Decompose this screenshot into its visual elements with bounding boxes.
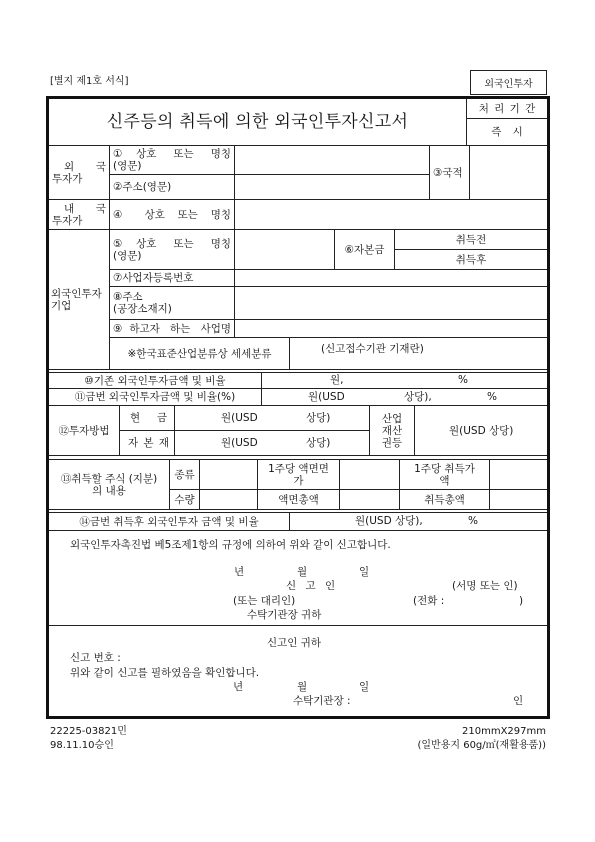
- share-qty-label: 수량: [174, 493, 195, 506]
- ip-label-line3: 권등: [381, 436, 403, 449]
- ksic-label-cell: [110, 338, 290, 370]
- price-per-share-label-line1: 1주당 취득가: [414, 462, 475, 475]
- processing-period-label: 처 리 기 간: [478, 102, 536, 115]
- report-number-label: 신고 번호 :: [70, 652, 121, 664]
- paper-size: 210mmX297mm: [462, 726, 546, 737]
- form-serial: 22225-03821민: [50, 726, 127, 737]
- cash-equiv-unit: 상당): [306, 412, 331, 424]
- company-address-label: ⑧주소: [113, 291, 143, 303]
- capital-goods-won-unit: 원(USD: [221, 437, 258, 449]
- ip-label-cell: [370, 406, 415, 456]
- foreign-investor-label-line1: 외 국: [64, 160, 106, 173]
- capital-label-cell: [335, 230, 395, 270]
- declaration-month: 월: [297, 566, 308, 578]
- ksic-field: [290, 338, 547, 370]
- existing-investment-label: ⑩기존 외국인투자금액 및 비율: [84, 374, 226, 387]
- existing-pct-unit: %: [458, 374, 468, 386]
- company-name-field: [235, 230, 335, 270]
- confirmation-year: 년: [233, 681, 244, 693]
- processing-period-header: [467, 99, 547, 119]
- confirmation-day: 일: [359, 681, 370, 693]
- domestic-investor-label-line1: 내 국: [64, 202, 106, 215]
- share-type-label: 종류: [174, 468, 195, 481]
- company-name-label-cell: [110, 230, 235, 270]
- business-label: ⑨하고자 하는 사업명: [113, 322, 231, 335]
- shares-label-line1: ⑬취득할 주식 (지분): [60, 472, 158, 485]
- price-per-share-label-line2: 액: [439, 474, 450, 487]
- cash-won-unit: 원(USD: [221, 412, 258, 424]
- form-title: 신주등의 취득에 의한 외국인투자신고서: [106, 112, 409, 132]
- price-per-share-field: [490, 459, 547, 490]
- business-label-cell: [110, 320, 235, 338]
- par-per-share-label-cell: [258, 459, 340, 490]
- declarant-label: 신 고 인: [286, 580, 336, 592]
- current-investment-label-cell: [49, 389, 262, 406]
- cash-field: [175, 406, 370, 431]
- ksic-label: ※한국표준산업분류상 세세분류: [127, 347, 272, 360]
- price-total-label: 취득총액: [424, 493, 465, 506]
- foreign-investor-label-line2: 투자가: [52, 172, 83, 185]
- after-investment-label: ⑭금번 취득후 외국인투자 금액 및 비율: [79, 515, 259, 528]
- declaration-statement: 외국인투자촉진법 베5조제1항의 규정에 의하여 위와 같이 신고합니다.: [70, 539, 391, 551]
- domestic-name-field: [235, 200, 547, 230]
- paper-spec: (일반용지 60g/㎡(재활용품)): [417, 740, 546, 751]
- declaration-addressee: 수탁기관장 귀하: [247, 609, 322, 621]
- ip-label-line2: 재산: [381, 424, 403, 437]
- par-per-share-label-line2: 가: [293, 474, 304, 487]
- capital-after-cell: [395, 250, 547, 270]
- company-address-field: [235, 287, 547, 320]
- seal-label: 인: [513, 695, 524, 707]
- approval-date: 98.11.10승인: [50, 740, 114, 751]
- current-won-unit: 원(USD: [308, 391, 345, 403]
- agent-label: (또는 대리인): [233, 595, 296, 607]
- foreign-address-label: ②주소(영문): [113, 181, 172, 193]
- capital-goods-label-cell: [120, 431, 175, 456]
- after-pct-unit: %: [468, 515, 478, 527]
- signature-label: (서명 또는 인): [452, 580, 518, 592]
- domestic-name-label-cell: [110, 200, 235, 230]
- foreign-name-label-cell: [110, 146, 235, 175]
- par-total-label: 액면총액: [278, 493, 319, 506]
- business-field: [235, 320, 547, 338]
- category-label: 외국인투자: [484, 79, 533, 90]
- shares-label-cell: [49, 459, 170, 510]
- price-per-share-label-cell: [400, 459, 490, 490]
- form-code: [별지 제1호 서식]: [50, 76, 129, 87]
- after-won-unit: 원(USD 상당),: [355, 515, 423, 527]
- existing-investment-field: [262, 372, 547, 389]
- foreign-name-label: ①상호 또는 명칭: [113, 148, 231, 160]
- capital-label: ⑥자본금: [344, 243, 385, 256]
- company-address-label-sub: (공장소재지): [113, 303, 172, 315]
- share-qty-field: [200, 490, 258, 510]
- current-equiv-unit: 상당),: [404, 391, 432, 403]
- method-label: ⑫투자방법: [58, 424, 110, 437]
- issuer-label: 수탁기관장 :: [293, 695, 351, 707]
- par-total-label-cell: [258, 490, 340, 510]
- capital-before-cell: [395, 230, 547, 250]
- company-address-label-cell: [110, 287, 235, 320]
- phone-label: (전화 :: [413, 595, 445, 607]
- title-cell: [49, 99, 467, 146]
- category-box: [470, 70, 547, 95]
- reg-no-label-cell: [110, 270, 235, 287]
- par-total-field: [340, 490, 400, 510]
- existing-investment-label-cell: [49, 372, 262, 389]
- domestic-investor-label-line2: 투자가: [52, 214, 83, 227]
- current-pct-unit: %: [487, 391, 497, 403]
- foreign-investor-label-cell: [49, 146, 110, 200]
- share-qty-label-cell: [170, 490, 200, 510]
- par-per-share-field: [340, 459, 400, 490]
- capital-goods-label: 자 본 재: [128, 437, 169, 449]
- reg-no-label: ⑦사업자등록번호: [113, 272, 194, 284]
- after-investment-label-cell: [49, 512, 290, 531]
- share-type-label-cell: [170, 459, 200, 490]
- cash-label-cell: [120, 406, 175, 431]
- par-per-share-label-line1: 1주당 액면면: [268, 462, 329, 475]
- price-total-label-cell: [400, 490, 490, 510]
- domestic-investor-label-cell: [49, 200, 110, 230]
- capital-goods-field: [175, 431, 370, 456]
- company-label-cell: [49, 230, 110, 370]
- price-total-field: [490, 490, 547, 510]
- company-name-label-sub: (영문): [113, 249, 142, 262]
- declaration-day: 일: [359, 566, 370, 578]
- nationality-label: ③국적: [433, 166, 463, 179]
- company-name-label: ⑤상호 또는 명칭: [113, 237, 231, 250]
- nationality-field: [470, 146, 547, 200]
- declaration-year: 년: [234, 566, 245, 578]
- foreign-name-label-sub: (영문): [113, 160, 142, 172]
- ip-value-unit: 원(USD 상당): [449, 425, 514, 437]
- capital-after-label: 취득후: [455, 253, 487, 266]
- confirmation-statement: 위와 같이 신고를 필하였음을 확인합니다.: [70, 667, 260, 679]
- phone-close: ): [519, 595, 524, 607]
- processing-period-value: 즉 시: [491, 126, 523, 138]
- foreign-address-label-cell: [110, 175, 235, 200]
- capital-goods-equiv-unit: 상당): [306, 437, 331, 449]
- existing-won-unit: 원,: [330, 374, 344, 386]
- reg-no-field: [235, 270, 547, 287]
- method-label-cell: [49, 406, 120, 456]
- cash-label: 현 금: [130, 412, 167, 424]
- ip-label-line1: 산업: [381, 412, 403, 425]
- company-label-line1: 외국인투자: [51, 287, 102, 300]
- confirmation-month: 월: [297, 681, 308, 693]
- capital-before-label: 취득전: [455, 233, 487, 246]
- foreign-name-field: [235, 146, 430, 175]
- domestic-name-label: ④ 상호 또는 명칭: [113, 208, 231, 221]
- processing-period-cell: [467, 119, 547, 146]
- confirmation-to: 신고인 귀하: [267, 637, 322, 649]
- nationality-label-cell: [430, 146, 470, 200]
- company-label-line2: 기업: [51, 299, 72, 312]
- current-investment-label: ⑪금번 외국인투자금액 및 비율(%): [74, 391, 236, 403]
- ksic-note: (신고접수기관 기재란): [321, 343, 424, 355]
- foreign-address-field: [235, 175, 430, 200]
- share-type-field: [200, 459, 258, 490]
- shares-label-line2: 의 내용: [92, 484, 126, 497]
